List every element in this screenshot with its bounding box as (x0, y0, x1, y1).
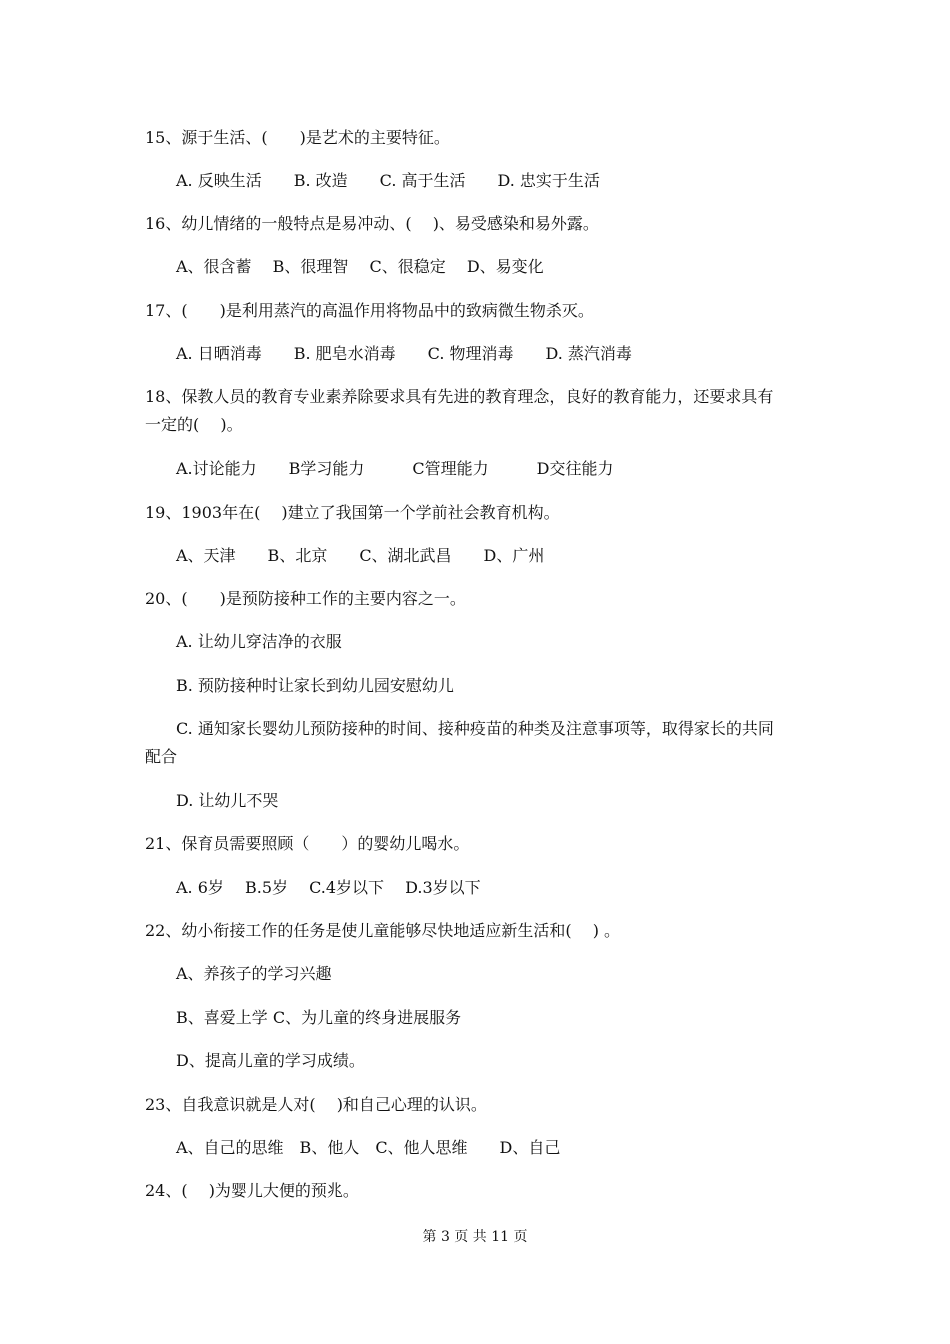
question-22-stem: 22、幼小衔接工作的任务是使儿童能够尽快地适应新生活和( ) 。 (145, 921, 621, 940)
question-18-stem: 18、保教人员的教育专业素养除要求具有先进的教育理念，良好的教育能力，还要求具有 (145, 387, 774, 406)
question-17-options: A. 日晒消毒 B. 肥皂水消毒 C. 物理消毒 D. 蒸汽消毒 (176, 344, 632, 363)
question-15-stem: 15、源于生活、( )是艺术的主要特征。 (145, 128, 450, 147)
question-19-options: A、天津 B、北京 C、湖北武昌 D、广州 (176, 546, 545, 565)
question-20-option-c: C. 通知家长婴幼儿预防接种的时间、接种疫苗的种类及注意事项等，取得家长的共同 (176, 719, 774, 738)
question-18-options: A.讨论能力 B学习能力 C管理能力 D交往能力 (176, 459, 614, 478)
question-20-option-b: B. 预防接种时让家长到幼儿园安慰幼儿 (176, 676, 454, 695)
question-24-stem: 24、( )为婴儿大便的预兆。 (145, 1181, 359, 1200)
question-23-stem: 23、自我意识就是人对( )和自己心理的认识。 (145, 1095, 487, 1114)
question-22-option-bc: B、喜爱上学 C、为儿童的终身进展服务 (176, 1008, 462, 1027)
question-19-stem: 19、1903年在( )建立了我国第一个学前社会教育机构。 (145, 503, 560, 522)
question-22-option-d: D、提高儿童的学习成绩。 (176, 1051, 365, 1070)
question-16-stem: 16、幼儿情绪的一般特点是易冲动、( )、易受感染和易外露。 (145, 214, 599, 233)
question-21-options: A. 6岁 B.5岁 C.4岁以下 D.3岁以下 (176, 878, 481, 897)
question-22-option-a: A、养孩子的学习兴趣 (176, 964, 332, 983)
question-20-option-d: D. 让幼儿不哭 (176, 791, 279, 810)
question-21-stem: 21、保育员需要照顾（ ）的婴幼儿喝水。 (145, 834, 470, 853)
page-footer: 第 3 页 共 11 页 (422, 1229, 528, 1245)
question-20-option-c-continued: 配合 (145, 747, 178, 766)
question-17-stem: 17、( )是利用蒸汽的高温作用将物品中的致病微生物杀灭。 (145, 301, 594, 320)
question-18-stem-continued: 一定的( )。 (145, 415, 243, 434)
question-23-options: A、自己的思维 B、他人 C、他人思维 D、自己 (176, 1138, 561, 1157)
question-16-options: A、很含蓄 B、很理智 C、很稳定 D、易变化 (176, 257, 544, 276)
question-15-options: A. 反映生活 B. 改造 C. 高于生活 D. 忠实于生活 (176, 171, 600, 190)
question-20-stem: 20、( )是预防接种工作的主要内容之一。 (145, 589, 466, 608)
question-20-option-a: A. 让幼儿穿洁净的衣服 (176, 632, 342, 651)
